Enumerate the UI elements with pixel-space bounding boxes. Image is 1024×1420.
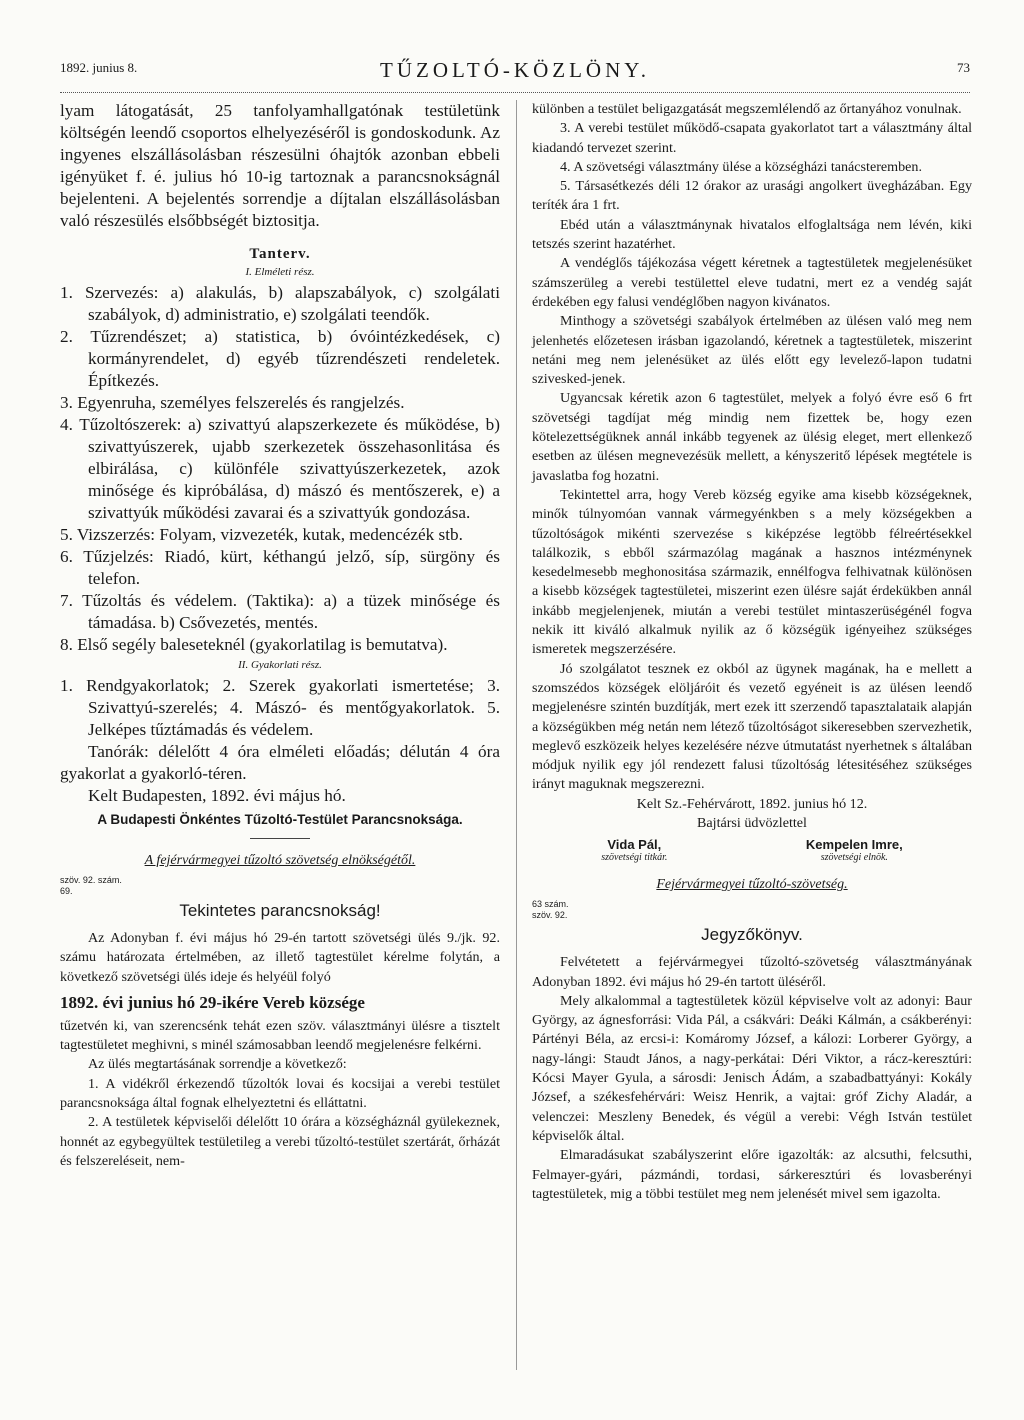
organization-signature: A Budapesti Önkéntes Tűzoltó-Testület Parancsnoksága.: [97, 812, 463, 827]
part2-title: II. Gyakorlati rész.: [238, 659, 322, 671]
signature-block: [806, 837, 903, 863]
header-date: 1892. junius 8.: [60, 60, 138, 75]
signature-name: Vida Pál,: [607, 837, 662, 853]
reg-line: szöv. 92.: [532, 910, 568, 921]
bold-announcement: 1892. évi junius hó 29-ikére Vereb községe: [60, 992, 365, 1012]
minutes-paragraph: Elmaradásukat szabályszerint előre igazolták: az alcsuthi, felcsuthi, Felmayer-gyári, pázmándi, tordasi, sárkeresztúri és lovasberényi tagtestületek, mig a többi testület meg nem jelenését mivel sem igazolta.: [532, 1147, 972, 1202]
minutes-paragraph: Felvétetett a fejérvármegyei tűzoltó-szövetség választmányának Adonyban 1892. évi május hó 29-én tartott üléséről.: [532, 954, 972, 990]
section-heading: Fejérvármegyei tűzoltó-szövetség.: [656, 877, 848, 893]
signature-role: szövetségi titkár.: [601, 852, 668, 864]
left-column: [60, 100, 500, 1171]
letter-paragraph: Az ülés megtartásának sorrendje a következő:: [88, 1056, 347, 1073]
syllabus-item: 8. Első segély baleseteknél (gyakorlatilag is bemutatva).: [60, 635, 448, 654]
letter-paragraph: Tekintettel arra, hogy Vereb község egyike ama kisebb községeknek, minők túlnyomóan vannak vármegyénkben s a mely községekben a tűzoltóságok mikénti szervezése s kiképzése legtöbb félreértésekkel találkozik, s ebből származólag magának a hasznos intézménynek kesedelmesebb meghonositása származik, ennélfogva felhivatnak különösen a kisebb községek tagtestületei, miszerint ezen ülésre saját érdekükben annál inkább megjelenjenek, miután a verebi testület mintaszerüségénél fogva nekik itt kiváló alkalmuk nyilik az ő községük igényeihez szükséges ismeretek megszerzésére.: [532, 486, 972, 658]
letter-paragraph: Az Adonyban f. évi május hó 29-én tartott szövetségi ülés 9./jk. 92. számu határozata értelmében, az illető tagtestület kérelme folytán, a következő szövetségi ülés ideje és helyéül folyó: [60, 930, 500, 985]
letter-paragraph: 2. A testületek képviselői délelőtt 10 órára a községháznál gyülekeznek, honnét az egybegyültek testületileg a verebi tűzoltó-testület szertárát, őrházát és felszereléseit, nem-: [60, 1114, 500, 1169]
letter-paragraph: 4. A szövetségi választmány ülése a községházi tanácsteremben.: [560, 158, 922, 175]
tanorak-line: Tanórák: délelőtt 4 óra elméleti előadás; délután 4 óra gyakorlat a gyakorló-téren.: [60, 742, 500, 783]
part1-title: I. Elméleti rész.: [245, 266, 315, 278]
kelt-line: Kelt Budapesten, 1892. évi május hó.: [88, 786, 346, 805]
letter-paragraph: Jó szolgálatot tesznek ez okból az ügynek magának, ha e mellett a szomszédos községek elöljáróit és vezető egyéneit is az ülésen leendő megjelenésre szintén buzdítják, mert ezek itt szerzendő tapasztalataik alapján a községükben még netán nem létező tűzoltóságot sikeresebben szervezhetik, meglevő eszközeik helyes kezelésére nézve útmutatást nyerhetnek s általában módjuk nyilik egy jól rendezett falusi tűzoltóság létesitéséhez szükséges irányt maguknak megszerezni.: [532, 660, 972, 793]
syllabus-item: 2. Tűzrendészet; a) statistica, b) óvóintézkedések, c) kormányrendelet, d) egyéb tűzrendészeti rendeletek. Építkezés.: [60, 327, 500, 390]
signatures: [532, 837, 972, 863]
letter-paragraph: 1. A vidékről érkezendő tűzoltók lovai és kocsijai a verebi testület parancsnoksága által fognak elhelyeztetni és elláttatni.: [60, 1075, 500, 1112]
syllabus-item: 3. Egyenruha, személyes felszerelés és rangjelzés.: [60, 393, 405, 412]
registration-number: [60, 875, 500, 897]
short-rule: [250, 838, 310, 839]
reg-line: szám.: [97, 875, 122, 885]
signature-name: Kempelen Imre,: [805, 837, 903, 853]
letter-paragraph: 5. Társasétkezés déli 12 órakor az urasági angolkert üvegházában. Egy teríték ára 1 frt.: [532, 178, 972, 214]
letter-paragraph: különben a testület beligazgatását megszemlélendő az őrtanyához vonulnak.: [532, 101, 962, 117]
intro-paragraph: lyam látogatását, 25 tanfolyamhallgatónak testületünk költségén leendő csoportos elhelyezéséről is gondoskodunk. Az ingyenes elszállásolásban részesülni óhajtók azonban ebbeli igényüket f. é. julius hó 10-ig tartoznak a parancsnokságnál bejelenteni. A bejelentés sorrendje a díjtalan elszállásolásban való részesülés elsőbbségét biztositja.: [60, 101, 500, 230]
syllabus-item: 1. Szervezés: a) alakulás, b) alapszabályok, c) szolgálati szabályok, d) administratio, e) szolgálati teendők.: [60, 283, 500, 324]
registration-number: [532, 899, 972, 921]
column-divider: [516, 100, 517, 1370]
signature-role: szövetségi elnök.: [820, 852, 888, 864]
syllabus-item: 6. Tűzjelzés: Riadó, kürt, kéthangú jelző, síp, sürgöny és telefon.: [60, 547, 500, 588]
letter-paragraph: 3. A verebi testület működő-csapata gyakorlatot tart a választmány által kiadandó tervezet szerint.: [532, 120, 972, 156]
reg-line: 69.: [60, 886, 73, 896]
letter-paragraph: Ebéd után a választmánynak hivatalos elfoglaltsága nem lévén, kiki tetszés szerint hazatérhet.: [532, 216, 972, 253]
syllabus-item: 1. Rendgyakorlatok; 2. Szerek gyakorlati ismertetése; 3. Szivattyú-szerelés; 4. Mászó- és mentőgyakorlatok. 5. Jelképes tűztámadás és védelem.: [60, 676, 500, 739]
page-header: [60, 52, 970, 93]
syllabus-item: 4. Tűzoltószerek: a) szivattyú alapszerkezete és működése, b) szivattyúszerek, ujabb szerkezetek összehasonlitása és elbirálása, c) különféle szivattyúszerkezetek, azok minősége és kipróbálása, d) mászó és mentőszerek, e) a szivattyúk működési zavarai és a szivattyúk gondozása.: [60, 415, 500, 522]
greeting: Bajtársi üdvözlettel: [697, 814, 807, 831]
kelt-line: Kelt Sz.-Fehérvárott, 1892. junius hó 12.: [636, 795, 868, 812]
letter-paragraph: Minthogy a szövetségi szabályok értelmében az ülésen való meg nem jelenhetés előzetesen irásban igazolandó, kéretnek a tagtestületek, miszerint netáni meg nem jelenésüket az ülés előtt egy levelező-lapon tudatni szivesked-jenek.: [532, 313, 972, 388]
minutes-title: Jegyzőkönyv.: [701, 925, 803, 945]
syllabus-item: 7. Tűzoltás és védelem. (Taktika): a) a tüzek minősége és támadása. b) Csővezetés, mentés.: [60, 591, 500, 632]
minutes-paragraph: Mely alkalommal a tagtestületek közül képviselve volt az adonyi: Baur György, az ágnesforrási: Vida Pál, a csákvári: Deáki Kálmán, a csákberényi: Pártényi Béla, az ercsi-i: Komáromy József, a kálozi: Lorberer György, a nagy-lángi: Staudt János, a nagy-perkátai: Déri Viktor, a rácz-keresztúri: Kócsi Mayer Gyula, a sárosdi: Jenisch Ádám, a szabadbattyányi: Kokály József, a székesfehérvári: Weisz Henrik, a vajtai: gróf Zichy Aladár, a velenczei: Meszleny Benedek, és végül a verebi: Végh István testület képviselők által.: [532, 992, 972, 1144]
signature-block: [601, 837, 667, 863]
right-column: [532, 100, 972, 1204]
header-title: TŰZOLTÓ-KÖZLÖNY.: [380, 58, 650, 82]
tanterv-title: Tanterv.: [249, 246, 311, 262]
reg-line: szöv. 92.: [60, 875, 96, 885]
address-heading: Tekintetes parancsnokság!: [179, 901, 381, 920]
letter-paragraph: tűzetvén ki, van szerencsénk tehát ezen szöv. választmányi ülésre a tisztelt tagtestületet meghivni, s minél számosabban leendő megjelenésre felkérni.: [60, 1017, 500, 1054]
syllabus-item: 5. Vizszerzés: Folyam, vizvezeték, kutak, medencézék stb.: [60, 525, 463, 544]
letter-paragraph: A vendéglős tájékozása végett kéretnek a tagtestületek megjelenésüket számszerüleg a verebi testülettel eleve tudatni, mert ez a vendég saját érdekében egy falusi vendéglőben nagyon kivánatos.: [532, 255, 972, 310]
letter-paragraph: Ugyancsak kéretik azon 6 tagtestület, melyek a folyó évre eső 6 frt szövetségi tagdíjat még mindig nem fizettek be, hogy ezen kötelezettségüknek annál inkább tegyenek az ülésig eleget, mert ellenkező esetben az ülésen megnevezésük mellett, a kényszeritő lépések megtétele is javaslatba fog hozatni.: [532, 390, 972, 484]
reg-line: 63 szám.: [532, 899, 569, 910]
section-heading: A fejérvármegyei tűzoltó szövetség elnökségétől.: [144, 853, 416, 868]
page-number: 73: [957, 60, 970, 75]
